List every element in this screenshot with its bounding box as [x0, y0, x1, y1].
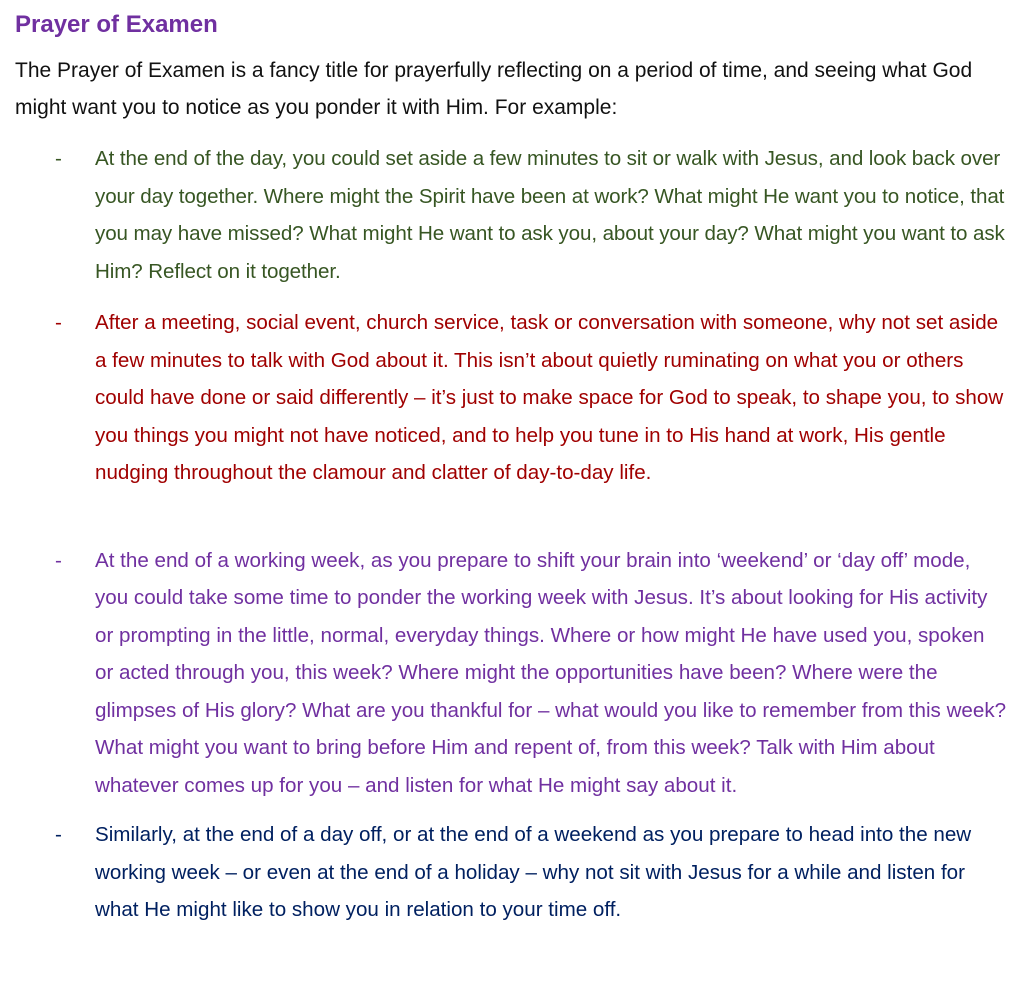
- list-item-text: After a meeting, social event, church service, task or conversation with someone, why not set aside a few minutes to talk with God about it. This isn’t about quietly ruminating on what you or others could have done or said differently – it’s just to make space for God to speak, to shape you, to show you things you might not have noticed, and to help you tune in to His hand at work, His gentle nudging throughout the clamour and clatter of day-to-day life.: [95, 311, 1004, 484]
- bullet-dash: -: [55, 311, 62, 334]
- list-item: [15, 140, 1007, 290]
- reflection-list: [15, 140, 1011, 929]
- list-item-text: At the end of a working week, as you prepare to shift your brain into ‘weekend’ or ‘day off’ mode, you could take some time to ponder the working week with Jesus. It’s about looking for His activity or prompting in the little, normal, everyday things. Where or how might He have used you, spoken or acted through you, this week? Where might the opportunities have been? Where were the glimpses of His glory? What are you thankful for – what would you like to remember from this week? What might you want to bring before Him and repent of, from this week? Talk with Him about whatever comes up for you – and listen for what He might say about it.: [95, 548, 1007, 797]
- bullet-dash: -: [55, 823, 62, 846]
- document-title: Prayer of Examen: [15, 11, 218, 38]
- bullet-dash: -: [55, 548, 62, 572]
- list-item: [15, 542, 1007, 805]
- bullet-dash: -: [55, 147, 62, 170]
- list-item-text: Similarly, at the end of a day off, or at the end of a weekend as you prepare to head into the new working week – or even at the end of a holiday – why not sit with Jesus for a while and listen for what He might like to show you in relation to your time off.: [95, 823, 972, 921]
- list-item-text: At the end of the day, you could set aside a few minutes to sit or walk with Jesus, and look back over your day together. Where might the Spirit have been at work? What might He want you to notice, that you may have missed? What might He want to ask you, about your day? What might you want to ask Him? Reflect on it together.: [95, 147, 1005, 283]
- list-item: [15, 304, 1007, 492]
- intro-paragraph: The Prayer of Examen is a fancy title for prayerfully reflecting on a period of time, and seeing what God might want you to notice as you ponder it with Him. For example:: [15, 59, 973, 119]
- list-item: [15, 816, 1007, 929]
